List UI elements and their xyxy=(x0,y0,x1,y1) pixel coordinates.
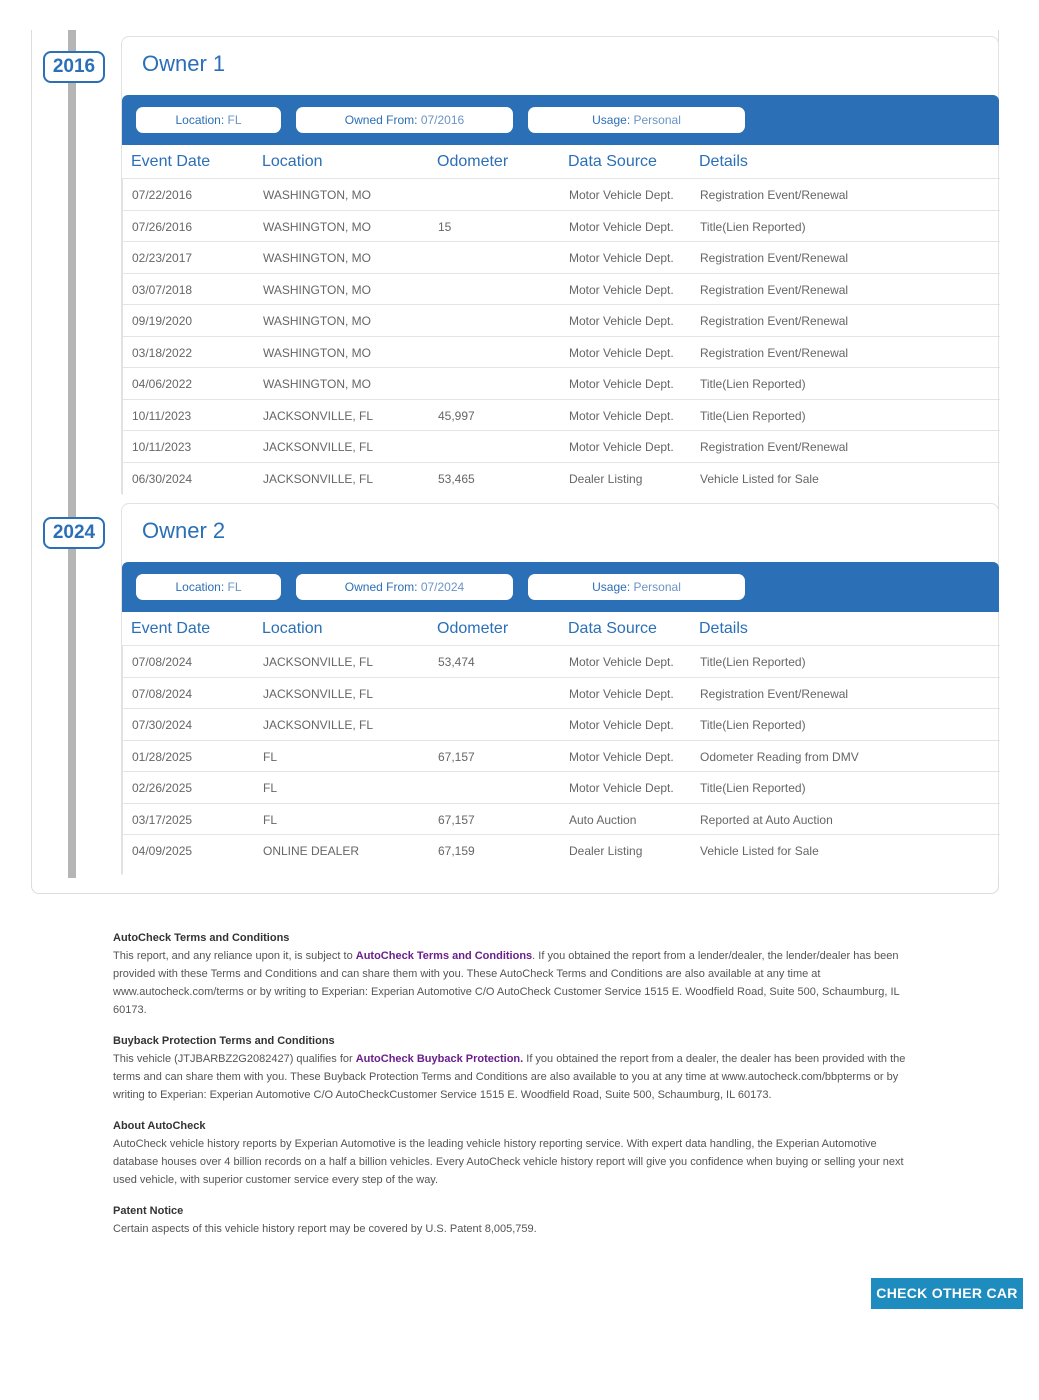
owner-card-1 xyxy=(121,36,999,494)
autocheck-terms-heading: AutoCheck Terms and Conditions xyxy=(113,932,290,944)
location-cell: FL xyxy=(263,812,278,827)
details-cell: Reported at Auto Auction xyxy=(700,812,833,827)
location-cell: JACKSONVILLE, FL xyxy=(263,471,374,486)
year-badge-2016: 2016 xyxy=(43,51,105,83)
location-cell: FL xyxy=(263,749,278,764)
buyback-terms-text: This vehicle (JTJBARBZ2G2082427) qualifies for AutoCheck Buyback Protection. If you obtained the report from a dealer, the dealer has been provided with the terms and can share them with you. These Buyback Protection Terms and Conditions are also available to you at any time at www.autocheck.com/bbpterms or by writing to Experian: Experian Automotive C/O AutoCheckCustomer Service 1515 E. Woodfield Road, Suite 500, Schaumburg, IL 60173. xyxy=(113,1053,906,1101)
event-date-cell: 09/19/2020 xyxy=(132,314,193,328)
autocheck-terms-link[interactable]: AutoCheck Terms and Conditions xyxy=(355,950,533,962)
details-cell: Title(Lien Reported) xyxy=(700,377,806,391)
data-source-cell: Dealer Listing xyxy=(569,844,643,858)
column-header: Location xyxy=(262,620,323,637)
odometer-cell: 53,474 xyxy=(438,655,475,669)
location-cell: WASHINGTON, MO xyxy=(263,282,371,297)
patent-heading: Patent Notice xyxy=(113,1205,184,1217)
location-pill: Location: FL xyxy=(136,574,281,600)
usage-pill: Usage: Personal xyxy=(528,574,745,600)
table-header xyxy=(122,612,999,644)
event-table-body xyxy=(122,645,999,875)
data-source-cell: Dealer Listing xyxy=(569,471,643,486)
location-cell: FL xyxy=(263,781,278,795)
data-source-cell: Motor Vehicle Dept. xyxy=(569,219,674,234)
location-cell: JACKSONVILLE, FL xyxy=(263,718,374,732)
column-header: Location xyxy=(262,153,323,170)
event-date-cell: 07/22/2016 xyxy=(132,188,193,202)
event-date-cell: 06/30/2024 xyxy=(132,471,193,486)
owned-from-pill: Owned From: 07/2024 xyxy=(296,574,513,600)
details-cell: Title(Lien Reported) xyxy=(700,655,806,669)
location-cell: WASHINGTON, MO xyxy=(263,345,371,360)
column-header: Event Date xyxy=(131,620,211,637)
table-row xyxy=(123,367,1000,398)
event-date-cell: 07/08/2024 xyxy=(132,686,193,701)
odometer-cell: 67,157 xyxy=(438,812,475,827)
owner-info-bar xyxy=(122,95,999,145)
event-date-cell: 02/26/2025 xyxy=(132,781,193,795)
table-row xyxy=(123,708,1000,739)
owned-from-pill: Owned From: 07/2016 xyxy=(296,107,513,133)
odometer-cell: 67,159 xyxy=(438,844,475,858)
table-row xyxy=(123,399,1000,430)
data-source-cell: Motor Vehicle Dept. xyxy=(569,251,674,265)
data-source-cell: Motor Vehicle Dept. xyxy=(569,345,674,360)
odometer-cell: 67,157 xyxy=(438,749,475,764)
details-cell: Odometer Reading from DMV xyxy=(700,749,859,764)
odometer-cell: 53,465 xyxy=(438,471,475,486)
details-cell: Title(Lien Reported) xyxy=(700,718,806,732)
data-source-cell: Motor Vehicle Dept. xyxy=(569,377,674,391)
location-cell: JACKSONVILLE, FL xyxy=(263,655,374,669)
table-row xyxy=(123,430,1000,461)
table-row xyxy=(123,273,1000,304)
autocheck-terms-text: This report, and any reliance upon it, is subject to AutoCheck Terms and Conditions. If you obtained the report from a lender/dealer, the lender/dealer has been provided with these Terms and Conditions and can share them with you. These AutoCheck Terms and Conditions are also available at any time at www.autocheck.com/terms or by writing to Experian: Experian Automotive C/O AutoCheck Customer Service 1515 E. Woodfield Road, Suite 500, Schaumburg, IL 60173. xyxy=(113,950,900,1016)
data-source-cell: Motor Vehicle Dept. xyxy=(569,282,674,297)
details-cell: Registration Event/Renewal xyxy=(700,440,849,454)
table-row xyxy=(123,178,1000,209)
data-source-cell: Motor Vehicle Dept. xyxy=(569,749,674,764)
event-date-cell: 07/30/2024 xyxy=(132,718,193,732)
table-row xyxy=(123,241,1000,272)
buyback-terms-heading: Buyback Protection Terms and Conditions xyxy=(113,1035,335,1047)
details-cell: Title(Lien Reported) xyxy=(700,219,806,234)
table-row xyxy=(123,677,1000,708)
column-header: Data Source xyxy=(568,620,657,637)
event-date-cell: 03/17/2025 xyxy=(132,812,193,827)
table-row xyxy=(123,462,1000,493)
owner-card-2 xyxy=(121,503,999,874)
data-source-cell: Motor Vehicle Dept. xyxy=(569,655,674,669)
odometer-cell: 45,997 xyxy=(438,408,475,423)
table-row xyxy=(123,834,1000,865)
year-badge-2024: 2024 xyxy=(43,517,105,549)
data-source-cell: Auto Auction xyxy=(569,812,637,827)
column-header: Odometer xyxy=(437,153,509,170)
data-source-cell: Motor Vehicle Dept. xyxy=(569,686,674,701)
data-source-cell: Motor Vehicle Dept. xyxy=(569,314,674,328)
event-date-cell: 04/09/2025 xyxy=(132,844,193,858)
check-other-car-button[interactable]: CHECK OTHER CAR xyxy=(871,1278,1023,1309)
details-cell: Registration Event/Renewal xyxy=(700,282,849,297)
location-pill: Location: FL xyxy=(136,107,281,133)
table-row xyxy=(123,771,1000,802)
details-cell: Vehicle Listed for Sale xyxy=(700,471,819,486)
location-cell: JACKSONVILLE, FL xyxy=(263,440,374,454)
about-text: AutoCheck vehicle history reports by Experian Automotive is the leading vehicle history reporting service. With expert data handling, the Experian Automotive database houses over 4 billion records on a half a billion vehicles. Every AutoCheck vehicle history report will give you confidence when buying or selling your next used vehicle, with superior customer service every step of the way. xyxy=(113,1138,904,1186)
event-date-cell: 10/11/2023 xyxy=(132,408,192,423)
owner-title: Owner 1 xyxy=(142,51,226,76)
details-cell: Registration Event/Renewal xyxy=(700,188,849,202)
patent-text: Certain aspects of this vehicle history report may be covered by U.S. Patent 8,005,759. xyxy=(113,1223,537,1235)
event-date-cell: 03/18/2022 xyxy=(132,345,193,360)
table-row xyxy=(123,336,1000,367)
odometer-cell: 15 xyxy=(438,219,452,234)
event-date-cell: 10/11/2023 xyxy=(132,440,192,454)
data-source-cell: Motor Vehicle Dept. xyxy=(569,440,674,454)
data-source-cell: Motor Vehicle Dept. xyxy=(569,188,674,202)
location-cell: WASHINGTON, MO xyxy=(263,219,371,234)
event-date-cell: 07/26/2016 xyxy=(132,219,193,234)
column-header: Details xyxy=(699,620,748,637)
location-cell: JACKSONVILLE, FL xyxy=(263,686,374,701)
location-cell: WASHINGTON, MO xyxy=(263,251,371,265)
table-row xyxy=(123,304,1000,335)
data-source-cell: Motor Vehicle Dept. xyxy=(569,408,674,423)
data-source-cell: Motor Vehicle Dept. xyxy=(569,718,674,732)
location-cell: WASHINGTON, MO xyxy=(263,377,371,391)
details-cell: Vehicle Listed for Sale xyxy=(700,844,819,858)
table-header xyxy=(122,145,999,177)
event-date-cell: 02/23/2017 xyxy=(132,251,193,265)
buyback-protection-link[interactable]: AutoCheck Buyback Protection. xyxy=(355,1053,524,1065)
about-heading: About AutoCheck xyxy=(113,1120,206,1132)
details-cell: Registration Event/Renewal xyxy=(700,345,849,360)
details-cell: Title(Lien Reported) xyxy=(700,408,806,423)
location-cell: WASHINGTON, MO xyxy=(263,188,371,202)
event-date-cell: 04/06/2022 xyxy=(132,377,193,391)
column-header: Details xyxy=(699,153,748,170)
location-cell: ONLINE DEALER xyxy=(263,844,360,858)
details-cell: Registration Event/Renewal xyxy=(700,314,849,328)
location-cell: WASHINGTON, MO xyxy=(263,314,371,328)
table-row xyxy=(123,740,1000,771)
usage-pill: Usage: Personal xyxy=(528,107,745,133)
event-date-cell: 01/28/2025 xyxy=(132,749,193,764)
details-cell: Title(Lien Reported) xyxy=(700,781,806,795)
terms-section xyxy=(113,930,913,1252)
location-cell: JACKSONVILLE, FL xyxy=(263,408,374,423)
column-header: Data Source xyxy=(568,153,657,170)
details-cell: Registration Event/Renewal xyxy=(700,686,849,701)
owner-title: Owner 2 xyxy=(142,518,226,543)
column-header: Event Date xyxy=(131,153,211,170)
event-table-body xyxy=(122,178,999,495)
event-date-cell: 07/08/2024 xyxy=(132,655,193,669)
table-row xyxy=(123,210,1000,241)
event-date-cell: 03/07/2018 xyxy=(132,282,193,297)
table-row xyxy=(123,645,1000,676)
owner-info-bar xyxy=(122,562,999,612)
details-cell: Registration Event/Renewal xyxy=(700,251,849,265)
data-source-cell: Motor Vehicle Dept. xyxy=(569,781,674,795)
table-row xyxy=(123,803,1000,834)
timeline-line xyxy=(68,30,76,878)
column-header: Odometer xyxy=(437,620,509,637)
